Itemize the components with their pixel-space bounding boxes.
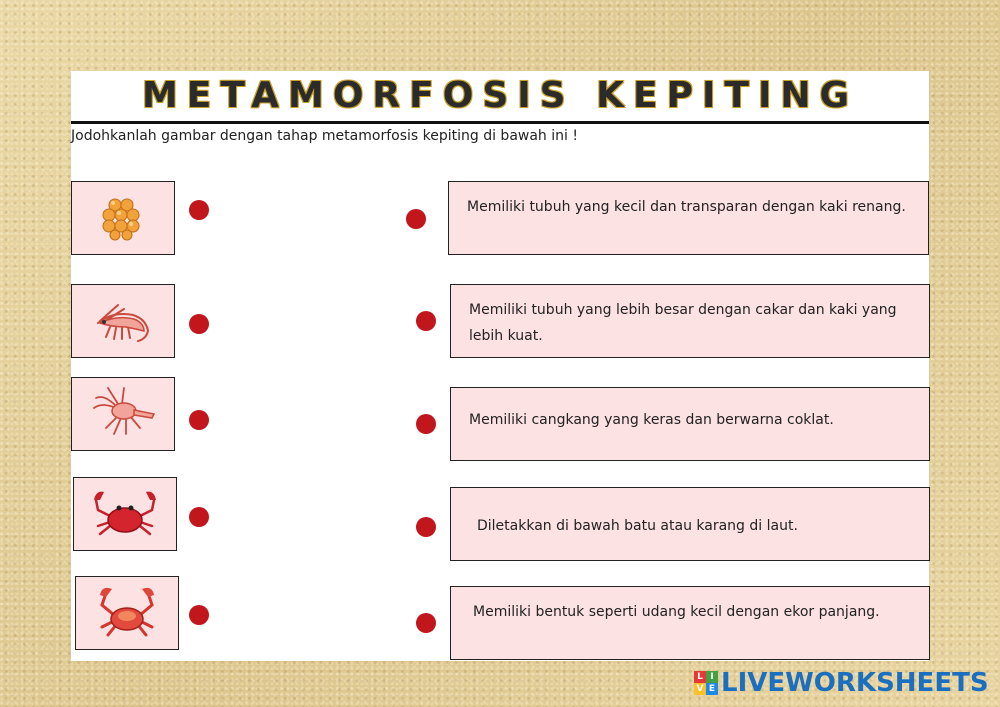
worksheet bbox=[71, 71, 929, 661]
description-box-2 bbox=[450, 284, 930, 358]
instruction-text: Jodohkanlah gambar dengan tahap metamorfosis kepiting di bawah ini ! bbox=[71, 128, 578, 144]
title-divider bbox=[71, 121, 929, 124]
description-text: Memiliki tubuh yang lebih besar dengan cakar dan kaki yang lebih kuat. bbox=[469, 302, 897, 344]
crab-eggs-icon bbox=[93, 193, 153, 243]
left-dot-2[interactable] bbox=[189, 314, 209, 334]
right-dot-1[interactable] bbox=[406, 209, 426, 229]
mark-letter: E bbox=[706, 683, 718, 695]
juvenile-crab-image bbox=[71, 377, 175, 451]
right-dot-5[interactable] bbox=[416, 613, 436, 633]
adult-crab-icon bbox=[92, 585, 162, 641]
left-dot-3[interactable] bbox=[189, 410, 209, 430]
young-crab-image bbox=[73, 477, 177, 551]
description-box-5 bbox=[450, 586, 930, 660]
brand-text: LIVEWORKSHEETS bbox=[721, 668, 989, 698]
shrimp-larva-icon bbox=[88, 293, 158, 349]
right-dot-3[interactable] bbox=[416, 414, 436, 434]
page-title: METAMORFOSIS KEPITING bbox=[141, 75, 859, 116]
liveworksheets-mark-icon bbox=[694, 671, 718, 695]
right-dot-4[interactable] bbox=[416, 517, 436, 537]
description-text: Memiliki tubuh yang kecil dan transparan dengan kaki renang. bbox=[467, 199, 906, 215]
eggs-image bbox=[71, 181, 175, 255]
mark-letter: L bbox=[694, 671, 706, 683]
mark-letter: I bbox=[706, 671, 718, 683]
mark-letter: V bbox=[694, 683, 706, 695]
right-dot-2[interactable] bbox=[416, 311, 436, 331]
left-dot-5[interactable] bbox=[189, 605, 209, 625]
description-text: Memiliki bentuk seperti udang kecil dengan ekor panjang. bbox=[473, 604, 880, 620]
red-crab-icon bbox=[90, 486, 160, 542]
crayfish-like-icon bbox=[88, 384, 158, 444]
description-box-3 bbox=[450, 387, 930, 461]
left-dot-4[interactable] bbox=[189, 507, 209, 527]
left-dot-1[interactable] bbox=[189, 200, 209, 220]
description-box-1 bbox=[448, 181, 929, 255]
description-text: Memiliki cangkang yang keras dan berwarna coklat. bbox=[469, 412, 834, 428]
adult-crab-image bbox=[75, 576, 179, 650]
description-box-4 bbox=[450, 487, 930, 561]
liveworksheets-logo[interactable] bbox=[694, 666, 989, 700]
description-text: Diletakkan di bawah batu atau karang di laut. bbox=[477, 518, 798, 534]
shrimp-larva-image bbox=[71, 284, 175, 358]
